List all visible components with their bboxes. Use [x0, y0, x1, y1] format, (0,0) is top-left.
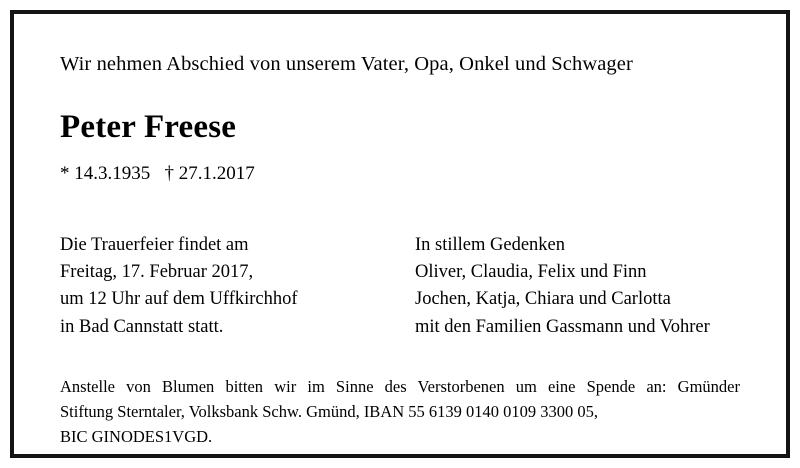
- ceremony-line: um 12 Uhr auf dem Uffkirchhof: [60, 289, 298, 310]
- mourner-line: Oliver, Claudia, Felix und Finn: [415, 262, 647, 283]
- mourner-line: Jochen, Katja, Chiara und Carlotta: [415, 289, 671, 310]
- salutation-text: Wir nehmen Abschied von unserem Vater, Opa, Onkel und Schwager: [60, 53, 633, 75]
- mourners-list: [415, 232, 740, 342]
- ceremony-line: in Bad Cannstatt statt.: [60, 316, 224, 337]
- ceremony-line: Freitag, 17. Februar 2017,: [60, 262, 254, 283]
- ceremony-line: Die Trauerfeier findet am: [60, 234, 249, 255]
- details-columns: [60, 232, 740, 342]
- donation-line: Stiftung Sterntaler, Volksbank Schw. Gmünd, IBAN 55 6139 0140 0109 3300 05,: [60, 401, 599, 421]
- ceremony-details: [60, 232, 415, 342]
- mourner-line: In stillem Gedenken: [415, 234, 566, 255]
- deceased-name: Peter Freese: [60, 108, 237, 145]
- obituary-frame: [10, 10, 790, 458]
- donation-line: Anstelle von Blumen bitten wir im Sinne des Verstorbenen um eine Spende an: Gmünder: [60, 377, 740, 397]
- mourner-line: mit den Familien Gassmann und Vohrer: [415, 316, 710, 337]
- donation-note: [60, 375, 740, 449]
- donation-line: BIC GINODES1VGD.: [60, 426, 213, 446]
- birth-death-dates: * 14.3.1935 † 27.1.2017: [60, 162, 255, 184]
